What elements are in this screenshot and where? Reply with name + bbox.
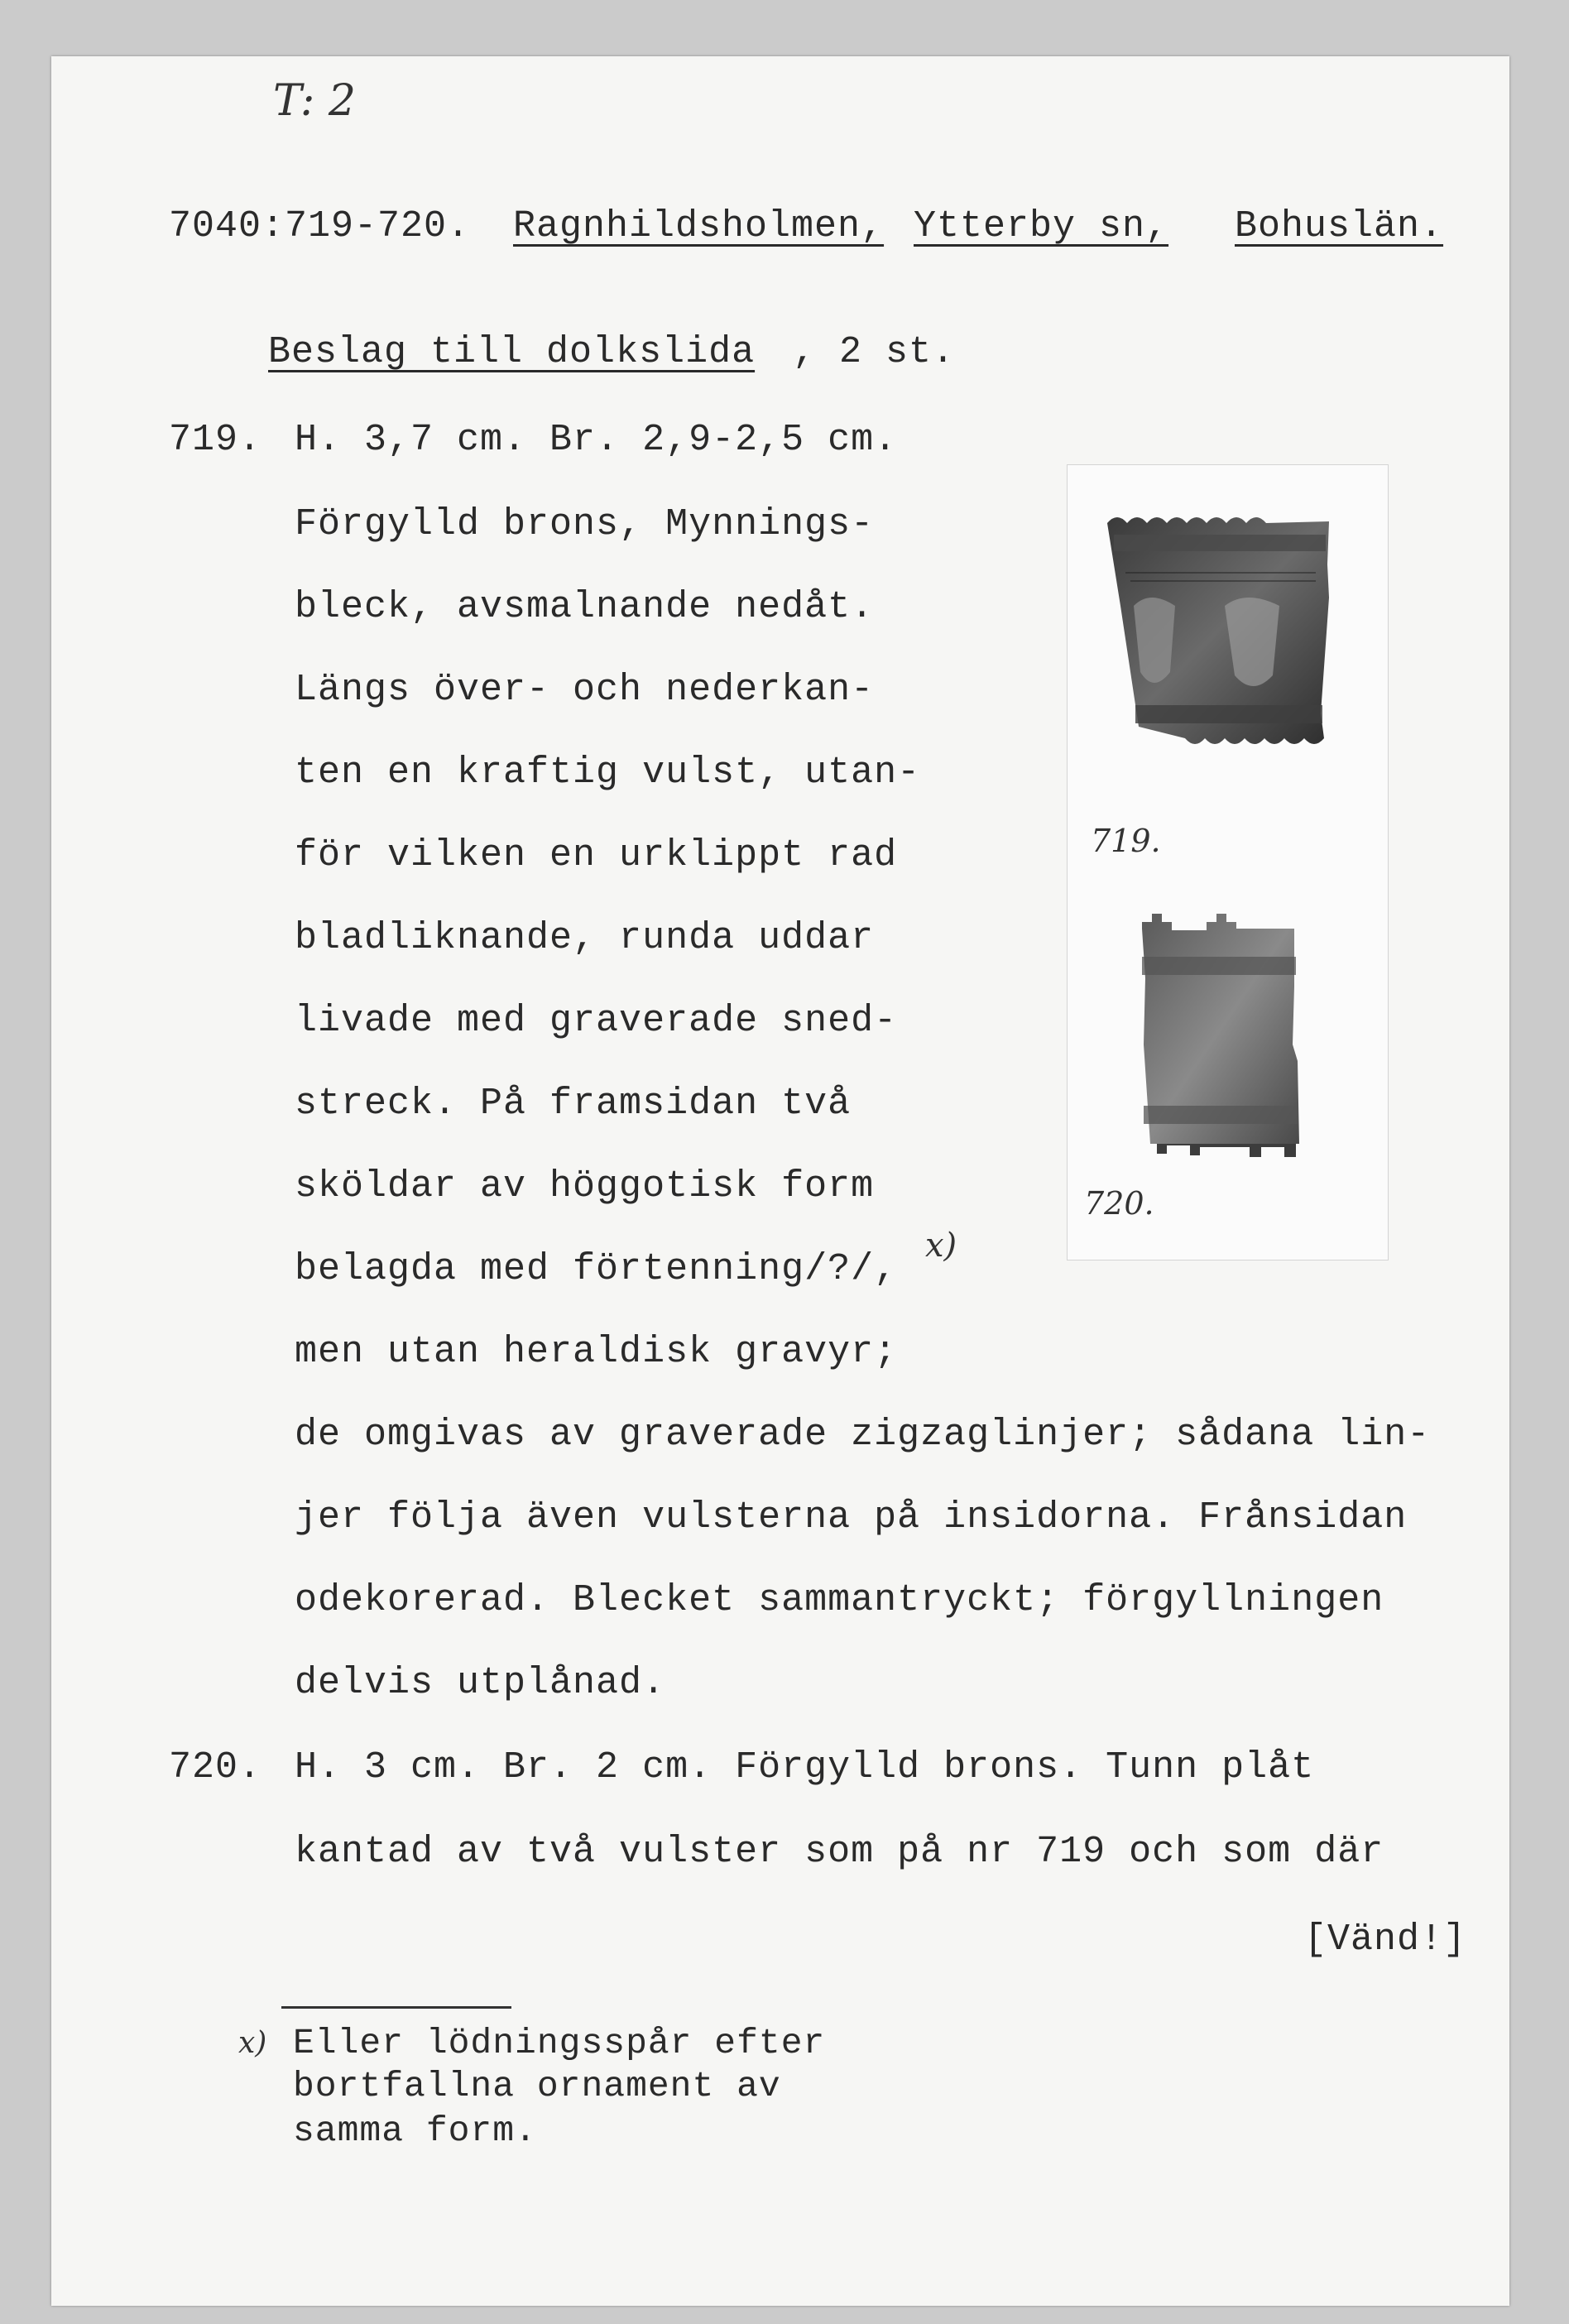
entry-719-line: bleck, avsmalnande nedåt.: [295, 586, 875, 628]
object-title: Beslag till dolkslida: [268, 331, 756, 373]
fitting-719-image: [1068, 465, 1388, 1260]
photo-label-719: 719.: [1091, 823, 1161, 859]
entry-719-line: jer följa även vulsterna på insidorna. Frånsidan: [295, 1496, 1408, 1539]
object-count: , 2 st.: [793, 331, 956, 373]
entry-719-line: de omgivas av graverade zigzaglinjer; sådana lin-: [295, 1414, 1431, 1456]
entry-719-line: bladliknande, runda uddar: [295, 917, 875, 959]
entry-719-line: livade med graverade sned-: [295, 1000, 898, 1042]
footnote-mark: x): [238, 2026, 267, 2060]
footnote-line: samma form.: [293, 2110, 537, 2151]
entry-719-line: odekorerad. Blecket sammantryckt; förgyllningen: [295, 1579, 1384, 1621]
turn-note: [Vänd!]: [1304, 1918, 1467, 1961]
photo-label-720: 720.: [1084, 1185, 1154, 1222]
entry-719-line: ten en kraftig vulst, utan-: [295, 751, 921, 794]
entry-720-line: kantad av två vulster som på nr 719 och som där: [295, 1831, 1384, 1873]
entry-720-number: 720.: [169, 1746, 262, 1789]
entry-720-line: H. 3 cm. Br. 2 cm. Förgylld brons. Tunn plåt: [295, 1746, 1315, 1789]
footnote-rule: [281, 2006, 511, 2009]
header-province: Bohuslän.: [1235, 205, 1444, 247]
corner-mark: T: 2: [273, 76, 356, 126]
header-place: Ragnhildsholmen,: [513, 205, 885, 247]
entry-719-number: 719.: [169, 419, 262, 461]
header-parish: Ytterby sn,: [914, 205, 1169, 247]
entry-719-line: Längs över- och nederkan-: [295, 669, 875, 711]
entry-719-line: men utan heraldisk gravyr;: [295, 1331, 898, 1373]
footnote-line: Eller lödningsspår efter: [293, 2023, 826, 2063]
entry-719-line: streck. På framsidan två: [295, 1083, 852, 1125]
entry-719-line: H. 3,7 cm. Br. 2,9-2,5 cm.: [295, 419, 898, 461]
entry-719-line: för vilken en urklippt rad: [295, 834, 898, 876]
entry-719-line: delvis utplånad.: [295, 1662, 666, 1704]
footnote-line: bortfallna ornament av: [293, 2066, 781, 2106]
object-photograph: [1067, 464, 1389, 1260]
entry-719-line: Förgylld brons, Mynnings-: [295, 503, 875, 545]
catalog-number: 7040:719-720.: [169, 205, 471, 247]
footnote-reference-mark: x): [925, 1227, 957, 1265]
entry-719-line: belagda med förtenning/?/,: [295, 1248, 898, 1290]
entry-719-line: sköldar av höggotisk form: [295, 1165, 875, 1208]
